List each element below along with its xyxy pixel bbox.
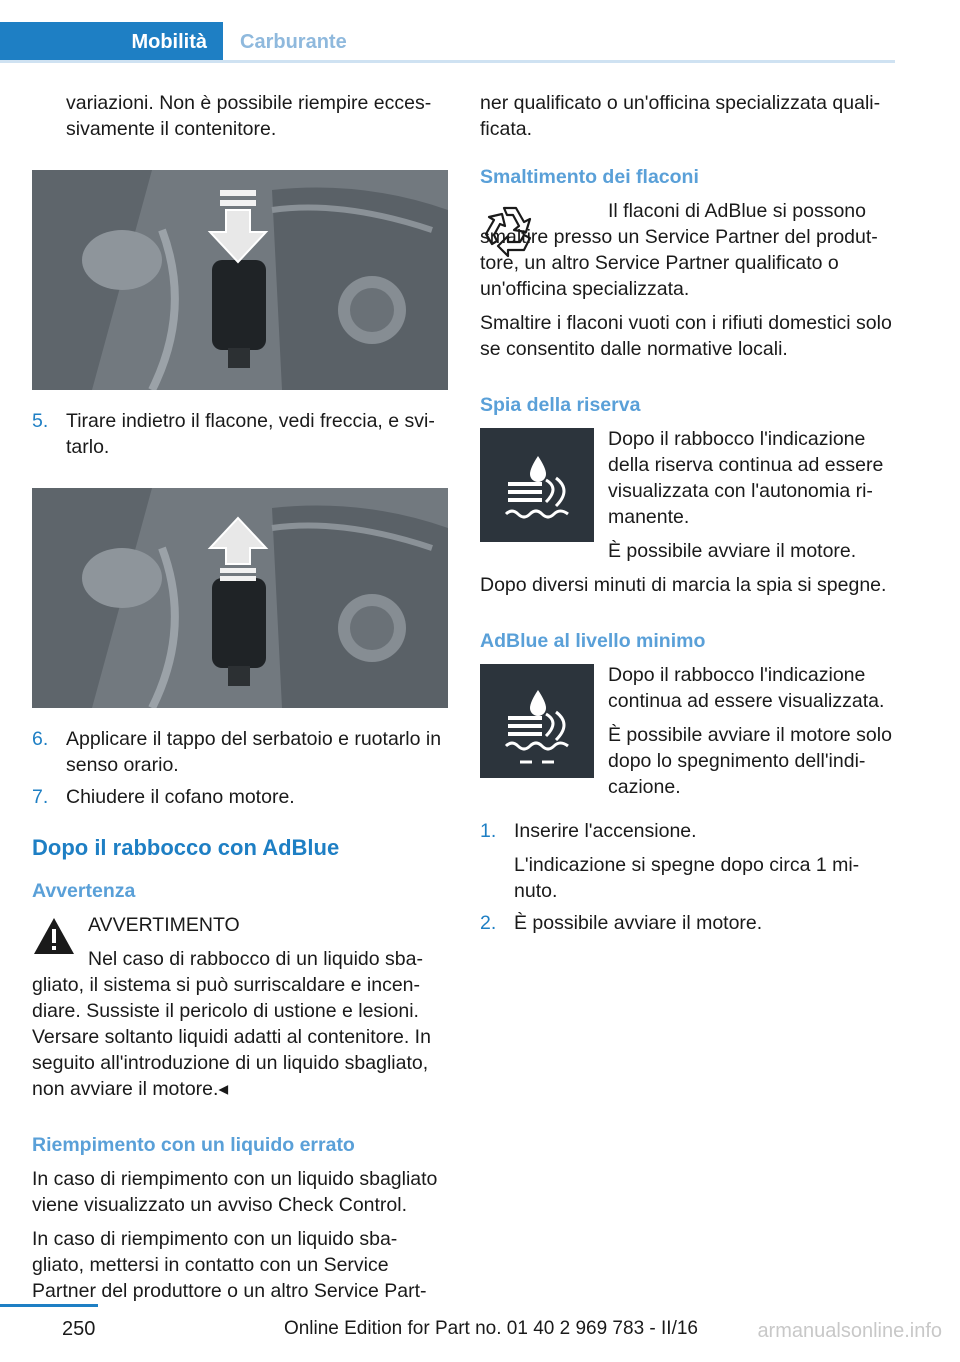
page-number: 250	[62, 1318, 96, 1340]
step-1	[480, 818, 896, 904]
reserve-heading: Spia della riserva	[480, 394, 641, 416]
tab-mobilita[interactable]: Mobilità	[0, 22, 223, 63]
arrow-down-icon	[220, 190, 256, 196]
warning-triangle-icon	[32, 916, 76, 956]
minimum-block	[480, 662, 896, 800]
edition-note: Online Edition for Part no. 01 40 2 969 783 - II/16	[283, 1318, 698, 1339]
reserve-paragraph-1: Dopo il rabbocco l'indicazione della riserva continua ad essere visualizzata con l'autonomia ri-manente.	[608, 428, 884, 528]
disposal-paragraph-2: Smaltire i flaconi vuoti con i rifiuti domestici solo se consentito dalle normative locali.	[480, 312, 892, 360]
step-number: 6.	[32, 728, 49, 750]
step-text: È possibile avviare il motore.	[514, 912, 763, 934]
page-header	[0, 0, 960, 64]
right-column	[480, 90, 896, 936]
reserve-paragraph-2: È possibile avviare il motore.	[608, 540, 857, 562]
step-7	[32, 784, 448, 810]
step-text: Inserire l'accensione.	[514, 820, 697, 842]
disposal-heading: Smaltimento dei flaconi	[480, 166, 699, 188]
warning-heading: Avvertenza	[32, 880, 136, 902]
watermark: armanualsonline.info	[757, 1320, 942, 1342]
step-number: 5.	[32, 410, 49, 432]
step-number: 2.	[480, 912, 497, 934]
wrong-fill-paragraph-1: In caso di riempimento con un liquido sbagliato viene visualizzato un avviso Check Control.	[32, 1168, 438, 1216]
disposal-paragraph-1: Il flaconi di AdBlue si possono smaltire presso un Service Partner del produt-tore, un altro Service Partner qualificato o un'officina specializzata.	[480, 200, 878, 300]
section-title: Dopo il rabbocco con AdBlue	[32, 835, 340, 860]
step-subtext: L'indicazione si spegne dopo circa 1 mi-nuto.	[514, 854, 860, 902]
left-column	[32, 90, 448, 1304]
intro-text: variazioni. Non è possibile riempire ecces-sivamente il contenitore.	[66, 92, 432, 140]
footer-rule	[0, 1304, 98, 1307]
disposal-block	[480, 198, 896, 302]
step-number: 1.	[480, 820, 497, 842]
reserve-block	[480, 426, 896, 564]
minimum-paragraph-1: Dopo il rabbocco l'indicazione continua ad essere visualizzata.	[608, 664, 885, 712]
tab-carburante[interactable]: Carburante	[240, 31, 347, 53]
minimum-heading: AdBlue al livello minimo	[480, 630, 706, 652]
step-text: Tirare indietro il flacone, vedi freccia, e svi-tarlo.	[66, 410, 435, 458]
reserve-paragraph-3: Dopo diversi minuti di marcia la spia si spegne.	[480, 574, 887, 596]
header-divider	[0, 60, 895, 63]
step-text: Applicare il tappo del serbatoio e ruotarlo in senso orario.	[66, 728, 442, 776]
step-number: 7.	[32, 786, 49, 808]
adblue-minimum-lamp-icon	[480, 664, 594, 778]
step-text: Chiudere il cofano motore.	[66, 786, 295, 808]
recycle-icon	[480, 200, 540, 258]
wrong-fill-heading: Riempimento con un liquido errato	[32, 1134, 355, 1156]
adblue-reserve-lamp-icon	[480, 428, 594, 542]
engine-photo-insert	[32, 170, 448, 390]
engine-photo-remove	[32, 488, 448, 708]
continuation-text: ner qualificato o un'officina specializzata quali-ficata.	[480, 92, 881, 140]
warning-text: Nel caso di rabbocco di un liquido sba-gliato, il sistema si può surriscaldare e incen-diare. Sussiste il pericolo di ustione e lesioni. Versare soltanto liquidi adatti al contenitore. In seguito all'introduzione di un liquido sbagliato, non avviare il motore.◂	[32, 948, 431, 1100]
warning-block	[32, 912, 448, 1102]
minimum-paragraph-2: È possibile avviare il motore solo dopo lo spegnimento dell'indi-cazione.	[608, 724, 892, 798]
wrong-fill-paragraph-2: In caso di riempimento con un liquido sba-gliato, mettersi in contatto con un Service Partner del produttore o un altro Service Part-	[32, 1228, 427, 1302]
step-6	[32, 726, 448, 778]
step-5	[32, 408, 448, 460]
step-2	[480, 910, 896, 936]
warning-label: AVVERTIMENTO	[88, 914, 240, 936]
